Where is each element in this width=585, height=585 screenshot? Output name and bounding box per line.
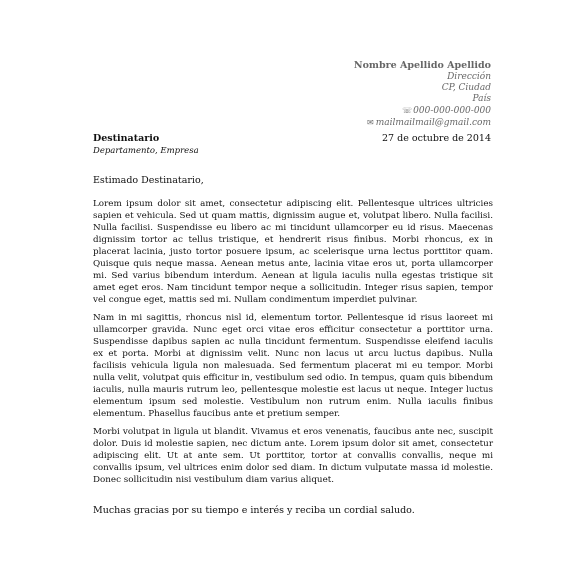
- envelope-icon: ✉: [367, 118, 374, 127]
- sender-email: mailmailmail@gmail.com: [375, 118, 491, 128]
- sender-phone-line: [354, 105, 491, 117]
- sender-country: País: [472, 94, 491, 104]
- sender-name: Nombre Apellido Apellido: [353, 60, 491, 71]
- sender-block: [354, 60, 491, 129]
- sender-phone: 000-000-000-000: [413, 106, 491, 116]
- letter-body: [93, 198, 493, 492]
- body-paragraph: Morbi volutpat in ligula ut blandit. Vivamus et eros venenatis, faucibus ante nec, suscipit dolor. Duis id molestie sapien, nec dictum ante. Lorem ipsum dolor sit amet, consectetur adipiscing elit. Ut at ante sem. Ut porttitor, tortor at convallis convallis, neque mi convallis ipsum, vel ultrices enim dolor sed diam. In dictum vulputate massa id molestie. Donec sollicitudin nisi vestibulum diam varius aliquet.: [93, 427, 493, 485]
- sender-email-line: [354, 117, 491, 129]
- recipient-name: Destinatario: [93, 133, 160, 144]
- sender-postal-city: CP, Ciudad: [441, 83, 491, 93]
- phone-icon: ☏: [402, 106, 413, 115]
- letter-date: 27 de octubre de 2014: [382, 133, 491, 144]
- body-paragraph: Nam in mi sagittis, rhoncus nisl id, elementum tortor. Pellentesque id risus laoreet mi ullamcorper gravida. Nunc eget orci vitae eros efficitur consectetur a porttitor urna. Suspendisse dapibus sapien ac nulla tincidunt fermentum. Suspendisse eleifend iaculis ex et porta. Morbi at dignissim velit. Nunc non lacus ut arcu luctus dapibus. Nulla facilisis vehicula ligula non malesuada. Sed fermentum placerat mi eu tempor. Morbi nulla velit, volutpat quis efficitur in, vestibulum sed odio. In tempus, quam quis bibendum iaculis, nulla mauris rutrum leo, pellentesque molestie est lacus ut neque. Integer luctus elementum ipsum sed molestie. Vestibulum non rutrum enim. Nulla iaculis finibus elementum. Phasellus faucibus ante et pretium semper.: [93, 313, 493, 419]
- recipient-block: [93, 133, 199, 157]
- closing-line: Muchas gracias por su tiempo e interés y reciba un cordial saludo.: [93, 505, 415, 516]
- body-paragraph: Lorem ipsum dolor sit amet, consectetur adipiscing elit. Pellentesque ultrices ultricies sapien et vehicula. Sed ut quam mattis, dignissim augue et, volutpat libero. Nulla facilisi. Nulla facilisi. Suspendisse eu libero ac mi tincidunt ullamcorper eu id risus. Maecenas dignissim tortor ac tellus tristique, et hendrerit risus finibus. Morbi rhoncus, ex in placerat lacinia, justo tortor posuere ipsum, ac scelerisque urna lectus porttitor quam. Quisque quis neque massa. Aenean metus ante, lacinia vitae eros ut, porta ullamcorper mi. Sed varius bibendum interdum. Aenean at ligula iaculis nulla egestas tristique sit amet eget eros. Nam tincidunt tempor neque a sollicitudin. Integer risus sapien, tempor vel congue eget, mattis sed mi. Nullam condimentum imperdiet pulvinar.: [93, 199, 493, 305]
- salutation: Estimado Destinatario,: [93, 175, 204, 186]
- recipient-department: Departamento, Empresa: [93, 146, 199, 156]
- sender-address: Dirección: [447, 72, 491, 82]
